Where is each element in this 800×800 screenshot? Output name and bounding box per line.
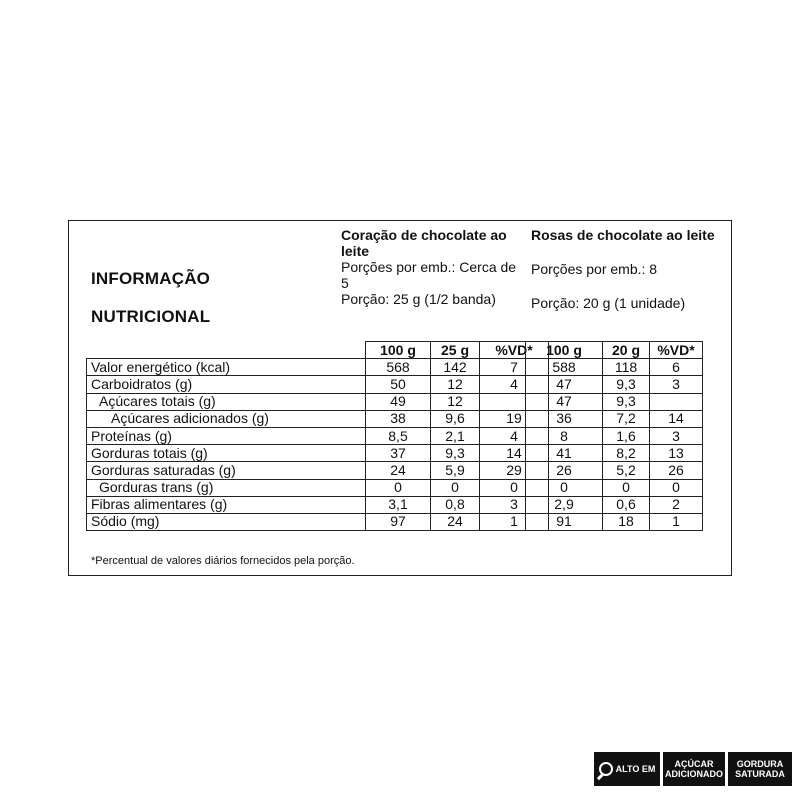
nutrient-label: Proteínas (g) xyxy=(87,427,366,444)
value-cell: 0,8 xyxy=(431,496,480,513)
table-row xyxy=(87,462,549,479)
value-cell: 9,3 xyxy=(603,376,650,393)
nutrient-label: Açúcares adicionados (g) xyxy=(87,410,366,427)
value-cell: 1,6 xyxy=(603,427,650,444)
value-cell: 8,2 xyxy=(603,445,650,462)
nutrient-label: Carboidratos (g) xyxy=(87,376,366,393)
col-header: %VD* xyxy=(480,342,549,359)
value-cell: 0 xyxy=(431,479,480,496)
value-cell: 26 xyxy=(526,462,603,479)
value-cell: 14 xyxy=(650,410,703,427)
value-cell xyxy=(650,393,703,410)
value-cell: 36 xyxy=(526,410,603,427)
value-cell: 8 xyxy=(526,427,603,444)
table-header-row xyxy=(526,342,703,359)
magnifier-icon xyxy=(599,762,613,776)
value-cell: 568 xyxy=(366,359,431,376)
col-header: 100 g xyxy=(366,342,431,359)
value-cell: 24 xyxy=(366,462,431,479)
warning-saturated-fat: GORDURA SATURADA xyxy=(728,752,792,786)
table-header-row xyxy=(87,342,549,359)
value-cell: 5,9 xyxy=(431,462,480,479)
nutrient-label: Gorduras totais (g) xyxy=(87,445,366,462)
value-cell: 0 xyxy=(526,479,603,496)
table-row xyxy=(526,393,703,410)
value-cell: 4 xyxy=(480,376,549,393)
nutrient-label: Gorduras trans (g) xyxy=(87,479,366,496)
title-line-2: NUTRICIONAL xyxy=(91,307,211,326)
value-cell: 14 xyxy=(480,445,549,462)
value-cell: 0 xyxy=(650,479,703,496)
nutrient-label: Açúcares totais (g) xyxy=(87,393,366,410)
table-row xyxy=(526,496,703,513)
table-row xyxy=(526,410,703,427)
table-row xyxy=(87,496,549,513)
value-cell: 50 xyxy=(366,376,431,393)
table-row xyxy=(87,410,549,427)
value-cell: 19 xyxy=(480,410,549,427)
nutrition-table-product-b xyxy=(525,341,703,531)
nutrition-facts-panel xyxy=(68,220,732,576)
table-row xyxy=(87,359,549,376)
value-cell: 12 xyxy=(431,393,480,410)
value-cell: 12 xyxy=(431,376,480,393)
product-a-header xyxy=(341,227,521,307)
product-b-portion: Porção: 20 g (1 unidade) xyxy=(531,295,686,311)
value-cell: 5,2 xyxy=(603,462,650,479)
col-header: %VD* xyxy=(650,342,703,359)
title-line-1: INFORMAÇÃO xyxy=(91,269,211,288)
value-cell: 2 xyxy=(650,496,703,513)
value-cell: 37 xyxy=(366,445,431,462)
value-cell: 2,1 xyxy=(431,427,480,444)
value-cell: 47 xyxy=(526,376,603,393)
value-cell: 18 xyxy=(603,513,650,530)
nutrient-label: Sódio (mg) xyxy=(87,513,366,530)
value-cell: 588 xyxy=(526,359,603,376)
table-row xyxy=(526,462,703,479)
value-cell: 0,6 xyxy=(603,496,650,513)
table-row xyxy=(87,445,549,462)
table-row xyxy=(87,479,549,496)
value-cell: 24 xyxy=(431,513,480,530)
value-cell: 4 xyxy=(480,427,549,444)
value-cell: 3 xyxy=(650,376,703,393)
value-cell: 9,3 xyxy=(603,393,650,410)
value-cell: 9,3 xyxy=(431,445,480,462)
warning-added-sugar: AÇÚCAR ADICIONADO xyxy=(663,752,725,786)
value-cell: 47 xyxy=(526,393,603,410)
nutrient-label: Fibras alimentares (g) xyxy=(87,496,366,513)
col-header: 25 g xyxy=(431,342,480,359)
nutrient-label: Valor energético (kcal) xyxy=(87,359,366,376)
value-cell: 91 xyxy=(526,513,603,530)
value-cell: 118 xyxy=(603,359,650,376)
value-cell: 9,6 xyxy=(431,410,480,427)
value-cell: 49 xyxy=(366,393,431,410)
value-cell: 2,9 xyxy=(526,496,603,513)
value-cell: 38 xyxy=(366,410,431,427)
table-row xyxy=(526,427,703,444)
table-row xyxy=(526,376,703,393)
value-cell: 3 xyxy=(480,496,549,513)
alto-em-box xyxy=(594,752,660,786)
table-row xyxy=(87,427,549,444)
value-cell: 8,5 xyxy=(366,427,431,444)
footnote: *Percentual de valores diários fornecidos pela porção. xyxy=(91,555,355,567)
value-cell: 29 xyxy=(480,462,549,479)
product-a-name: Coração de chocolate ao leite xyxy=(341,227,507,259)
alto-em-label: ALTO EM xyxy=(615,764,656,774)
value-cell: 7 xyxy=(480,359,549,376)
value-cell: 97 xyxy=(366,513,431,530)
table-row xyxy=(87,376,549,393)
value-cell: 13 xyxy=(650,445,703,462)
col-header: 20 g xyxy=(603,342,650,359)
table-row xyxy=(526,359,703,376)
value-cell: 0 xyxy=(603,479,650,496)
table-row xyxy=(87,513,549,530)
product-a-portion: Porção: 25 g (1/2 banda) xyxy=(341,291,496,307)
table-row xyxy=(87,393,549,410)
front-label-warning-badge xyxy=(594,752,792,786)
value-cell: 142 xyxy=(431,359,480,376)
table-row xyxy=(526,445,703,462)
value-cell: 6 xyxy=(650,359,703,376)
product-b-name: Rosas de chocolate ao leite xyxy=(531,227,715,243)
product-a-portions: Porções por emb.: Cerca de 5 xyxy=(341,259,517,291)
table-row xyxy=(526,513,703,530)
value-cell: 7,2 xyxy=(603,410,650,427)
value-cell: 1 xyxy=(650,513,703,530)
nutrient-label: Gorduras saturadas (g) xyxy=(87,462,366,479)
value-cell: 26 xyxy=(650,462,703,479)
value-cell: 0 xyxy=(366,479,431,496)
product-b-portions: Porções por emb.: 8 xyxy=(531,261,658,277)
nutrient-header-blank xyxy=(87,342,366,359)
product-b-header xyxy=(531,227,721,311)
col-header: 100 g xyxy=(526,342,603,359)
value-cell: 1 xyxy=(480,513,549,530)
table-row xyxy=(526,479,703,496)
value-cell: 0 xyxy=(480,479,549,496)
nutrition-table-product-a xyxy=(86,341,549,531)
value-cell: 3 xyxy=(650,427,703,444)
value-cell: 3,1 xyxy=(366,496,431,513)
value-cell: 41 xyxy=(526,445,603,462)
